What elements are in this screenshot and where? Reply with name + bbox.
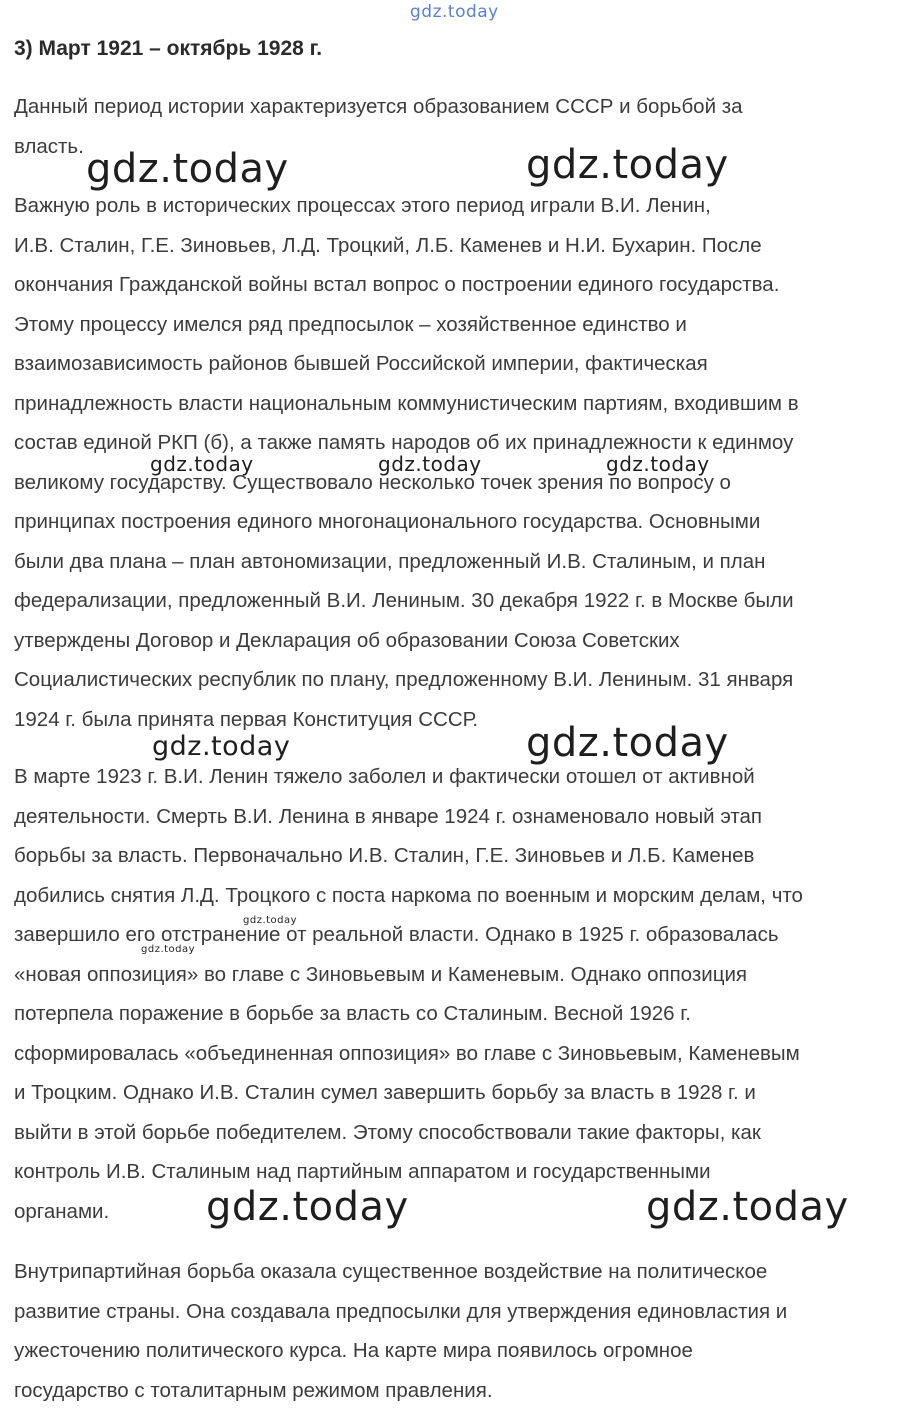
paragraph-line: Социалистических республик по плану, предложенному В.И. Лениным. 31 января xyxy=(14,668,794,691)
paragraph-line: принадлежность власти национальным коммунистическим партиям, входившим в xyxy=(14,391,799,415)
paragraph-line: потерпела поражение в борьбе за власть со Сталиным. Весной 1926 г. xyxy=(14,1002,691,1025)
watermark: gdz.today xyxy=(606,452,710,476)
paragraph-2 xyxy=(14,186,899,739)
paragraph-line: взаимозависимость районов бывшей Российской империи, фактическая xyxy=(14,352,708,375)
watermark: gdz.today xyxy=(243,915,298,926)
paragraph-line: И.В. Сталин, Г.Е. Зиновьев, Л.Д. Троцкий, Л.Б. Каменев и Н.И. Бухарин. После xyxy=(14,233,762,257)
watermark: gdz.today xyxy=(646,1184,849,1230)
paragraph-line: контроль И.В. Сталиным над партийным аппаратом и государственными xyxy=(14,1160,711,1183)
watermark: gdz.today xyxy=(526,720,729,766)
paragraph-line: добились снятия Л.Д. Троцкого с поста наркома по военным и морским делам, что xyxy=(14,883,803,907)
paragraph-line: развитие страны. Она создавала предпосылки для утверждения единовластия и xyxy=(14,1299,788,1323)
paragraph-line: Внутрипартийная борьба оказала существенное воздействие на политическое xyxy=(14,1260,768,1283)
paragraph-line: завершило его отстранение от реальной власти. Однако в 1925 г. образовалась xyxy=(14,923,779,946)
paragraph-line: органами. xyxy=(14,1199,110,1223)
paragraph-line: и Троцким. Однако И.В. Сталин сумел завершить борьбу за власть в 1928 г. и xyxy=(14,1081,756,1104)
paragraph-line: утверждены Договор и Декларация об образовании Союза Советских xyxy=(14,628,680,652)
watermark: gdz.today xyxy=(150,452,254,476)
paragraph-line: Важную роль в исторических процессах этого период играли В.И. Ленин, xyxy=(14,194,711,217)
section-heading: 3) Март 1921 – октябрь 1928 г. xyxy=(14,37,323,60)
paragraph-line: деятельности. Смерть В.И. Ленина в январе 1924 г. ознаменовало новый этап xyxy=(14,804,762,828)
watermark: gdz.today xyxy=(141,944,196,955)
paragraph-line: «новая оппозиция» во главе с Зиновьевым и Каменевым. Однако оппозиция xyxy=(14,962,747,986)
watermark: gdz.today xyxy=(152,731,291,762)
paragraph-line: государство с тоталитарным режимом правления. xyxy=(14,1378,493,1402)
paragraph-line: великому государству. Существовало несколько точек зрения по вопросу о xyxy=(14,470,731,494)
paragraph-line: были два плана – план автономизации, предложенный И.В. Сталиным, и план xyxy=(14,549,766,573)
paragraph-line: ужесточению политического курса. На карте мира появилось огромное xyxy=(14,1339,693,1362)
paragraph-line: состав единой РКП (б), а также память народов об их принадлежности к единмоу xyxy=(14,431,794,454)
watermark: gdz.today xyxy=(378,452,482,476)
paragraph-line: принципах построения единого многонационального государства. Основными xyxy=(14,510,761,533)
paragraph-4 xyxy=(14,1252,899,1410)
watermark-top: gdz.today xyxy=(410,2,499,22)
paragraph-line: окончания Гражданской войны встал вопрос о построении единого государства. xyxy=(14,273,780,296)
paragraph-line: сформировалась «объединенная оппозиция» во главе с Зиновьевым, Каменевым xyxy=(14,1041,800,1065)
paragraph-1 xyxy=(14,87,899,166)
paragraph-line: 1924 г. была принята первая Конституция СССР. xyxy=(14,707,479,731)
paragraph-line: выйти в этой борьбе победителем. Этому способствовали такие факторы, как xyxy=(14,1120,761,1144)
watermark: gdz.today xyxy=(206,1184,409,1230)
paragraph-line: борьбы за власть. Первоначально И.В. Сталин, Г.Е. Зиновьев и Л.Б. Каменев xyxy=(14,844,755,867)
paragraph-line: Данный период истории характеризуется образованием СССР и борьбой за xyxy=(14,95,743,118)
paragraph-line: Этому процессу имелся ряд предпосылок – хозяйственное единство и xyxy=(14,312,687,336)
paragraph-line: федерализации, предложенный В.И. Лениным. 30 декабря 1922 г. в Москве были xyxy=(14,589,794,612)
paragraph-3 xyxy=(14,757,899,1231)
watermark: gdz.today xyxy=(86,146,289,192)
watermark: gdz.today xyxy=(526,142,729,188)
paragraph-line: власть. xyxy=(14,134,84,158)
paragraph-line: В марте 1923 г. В.И. Ленин тяжело заболел и фактически отошел от активной xyxy=(14,765,755,788)
